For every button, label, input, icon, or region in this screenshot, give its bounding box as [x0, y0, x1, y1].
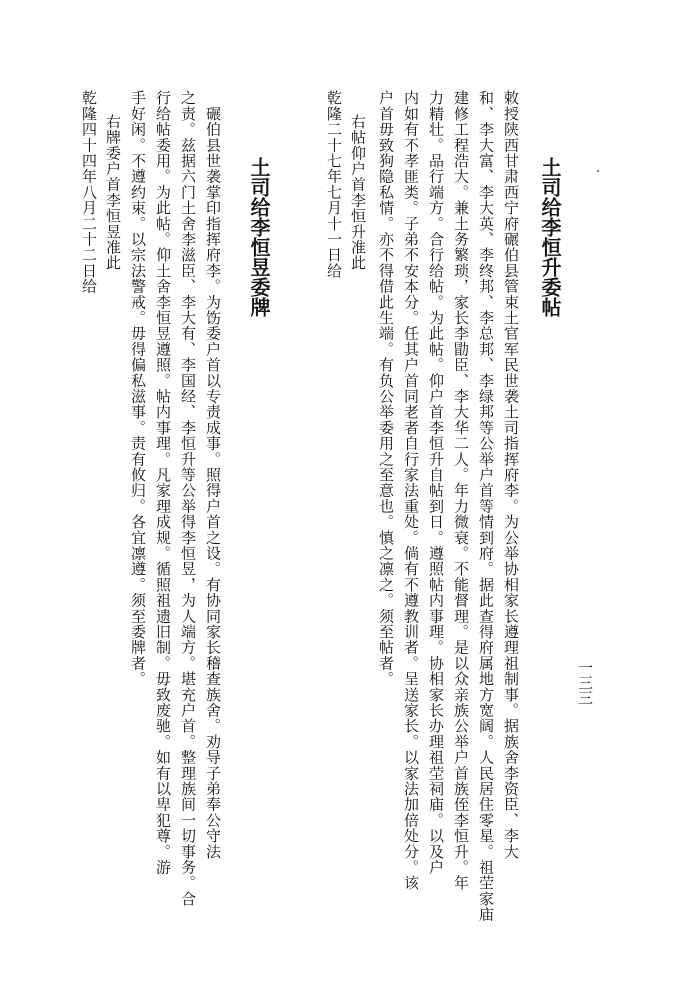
doc1-column-5: 内如有不孝匪类。子弟不安本分。任其户首同老者自行家法重处。倘有不遵教训者。呈送家长。以家法加倍处分。该: [402, 90, 420, 891]
page-number: 一三三: [576, 660, 594, 705]
doc1-column-1: 敕授陕西甘肃西宁府碾伯县管束土官军民世袭土司指挥府李。为公举协相家长遵理祖制事。据族舍李资臣、李大: [502, 90, 520, 860]
document-title-1: 土司给李恒升委帖: [538, 157, 562, 317]
doc1-approval-line: 右帖仰户首李恒升准此: [349, 98, 367, 271]
doc2-approval-line: 右牌委户首李恒昱准此: [104, 98, 122, 271]
doc1-column-3: 建修工程浩大。兼土务繁琐，家长李勖臣、李大华二人。年力微衰。不能督理。是以众亲族公举户首族侄李恒升。年: [452, 90, 470, 891]
doc2-column-3: 行给帖委用。为此帖。仰土舍李恒昱遵照。帖内事理。凡家理成规。循照祖遗旧制。毋致废驰。如有以卑犯尊。游: [154, 90, 172, 875]
doc2-date: 乾隆四十四年八月二十二日给: [80, 90, 98, 295]
doc1-column-4: 力精壮。品行端方。合行给帖。为此帖。仰户首李恒升自帖到日。遵照帖内事理。协相家长办理祖茔祠庙。以及户: [427, 90, 445, 875]
doc1-column-6: 户首毋致狗隐私情。亦不得借此生端。有负公举委用之至意也。慎之凛之。须至帖者。: [377, 90, 395, 687]
doc2-column-4: 手好闲。不遵约束。以宗法警戒。毋得偏私滋事。责有攸归。各宜凛遵。须至委牌者。: [129, 90, 147, 687]
doc2-column-1: 碾伯县世袭掌印指挥府李。为饬委户首以专责成事。照得户首之设。有协同家长稽查族舍。劝导子弟奉公守法: [204, 90, 222, 860]
doc2-column-2: 之责。兹据六门土舍李滋臣、李大有、李国经、李恒升等公举得李恒昱，为人端方。堪充户首。整理族间一切事务。合: [179, 90, 197, 907]
ink-speck: [597, 170, 599, 172]
document-title-2: 土司给李恒昱委牌: [247, 157, 271, 317]
doc1-column-2: 和、李大富、李大英、李终邦、李总邦、李绿邦等公举户首等情到府。据此查得府属地方宽阔。人民居住零星。祖茔家庙: [477, 90, 495, 923]
doc1-date: 乾隆二十七年七月十一日给: [325, 90, 343, 279]
